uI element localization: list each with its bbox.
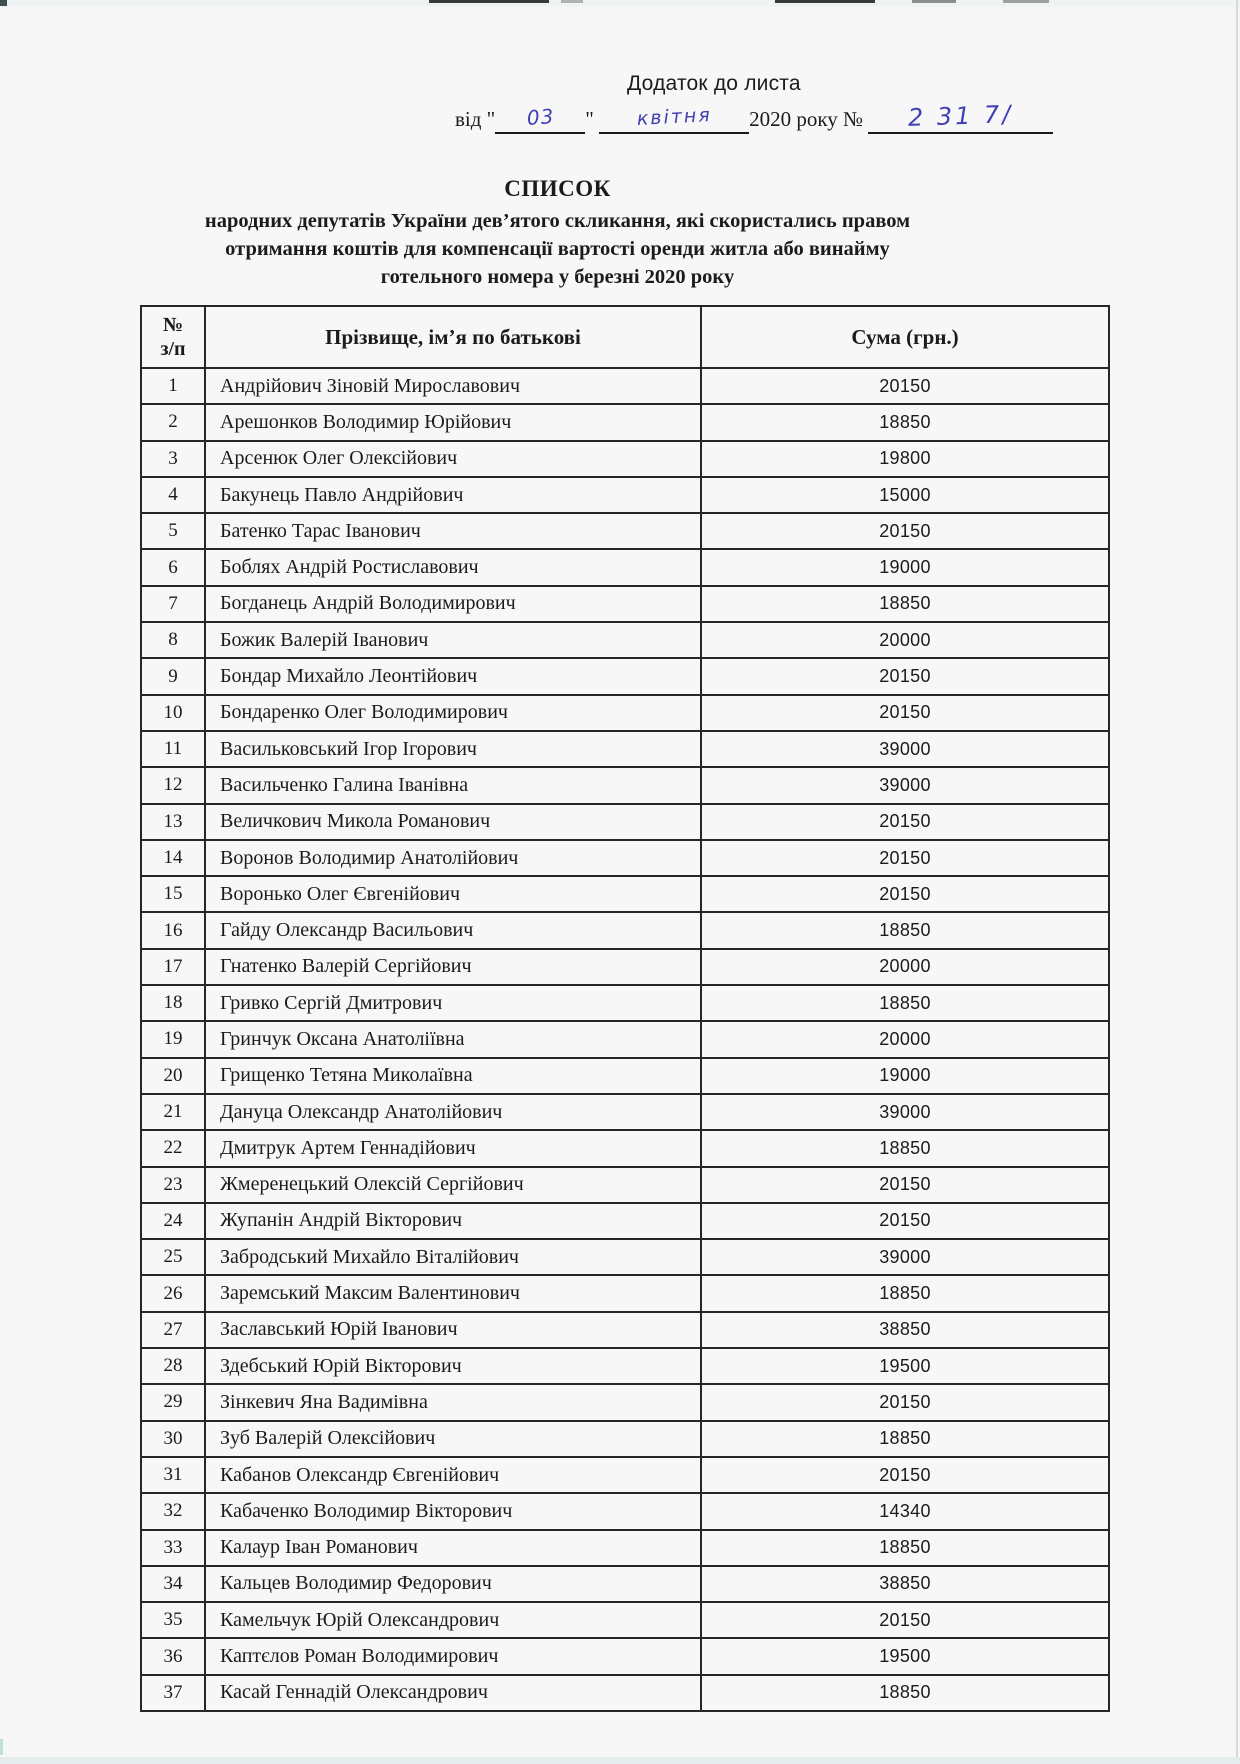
table-row: [141, 1203, 1109, 1239]
row-number: 5: [141, 513, 205, 549]
compensation-sum: 39000: [701, 1239, 1109, 1275]
deputy-name: Боблях Андрій Ростиславович: [205, 549, 701, 585]
compensation-sum: 19800: [701, 441, 1109, 477]
compensation-sum: 20000: [701, 1021, 1109, 1057]
table-row: [141, 1493, 1109, 1529]
row-number: 32: [141, 1493, 205, 1529]
scan-corner-speck: [0, 0, 7, 6]
table-row: [141, 695, 1109, 731]
deputy-name: Здебський Юрій Вікторович: [205, 1348, 701, 1384]
deputy-name: Гринчук Оксана Анатоліївна: [205, 1021, 701, 1057]
deputy-name: Воронько Олег Євгенійович: [205, 876, 701, 912]
compensation-sum: 39000: [701, 767, 1109, 803]
compensation-sum: 19500: [701, 1638, 1109, 1674]
deputy-name: Васильченко Галина Іванівна: [205, 767, 701, 803]
scan-bottom-strip: [0, 1757, 1240, 1764]
compensation-sum: 18850: [701, 586, 1109, 622]
row-number: 37: [141, 1675, 205, 1711]
row-number: 36: [141, 1638, 205, 1674]
header-num: [141, 306, 205, 368]
table-body: [141, 368, 1109, 1711]
deputy-name: Заславський Юрій Іванович: [205, 1312, 701, 1348]
title-line-2: отримання коштів для компенсації вартості оренди житла або винайму: [225, 238, 890, 260]
row-number: 15: [141, 876, 205, 912]
annex-header: [455, 72, 1055, 134]
compensation-sum: 39000: [701, 731, 1109, 767]
title-line-3: готельного номера у березні 2020 року: [380, 266, 735, 288]
table-row: [141, 1675, 1109, 1711]
table-row: [141, 549, 1109, 585]
table-row: [141, 441, 1109, 477]
deputy-name: Гнатенко Валерій Сергійович: [205, 949, 701, 985]
table-row: [141, 985, 1109, 1021]
row-number: 25: [141, 1239, 205, 1275]
compensation-sum: 18850: [701, 404, 1109, 440]
compensation-sum: 20150: [701, 1203, 1109, 1239]
table-row: [141, 1094, 1109, 1130]
compensation-table: [140, 305, 1110, 1712]
row-number: 10: [141, 695, 205, 731]
scan-edge-dash: [1003, 0, 1049, 3]
compensation-sum: 20150: [701, 513, 1109, 549]
annex-prefix: від ": [455, 107, 496, 131]
table-row: [141, 804, 1109, 840]
deputy-name: Каптєлов Роман Володимирович: [205, 1638, 701, 1674]
deputies-table: [140, 305, 1108, 1712]
deputy-name: Васильковський Ігор Ігорович: [205, 731, 701, 767]
compensation-sum: 20150: [701, 876, 1109, 912]
table-row: [141, 949, 1109, 985]
annex-date-line: [455, 100, 1055, 134]
table-row: [141, 404, 1109, 440]
deputy-name: Зуб Валерій Олексійович: [205, 1421, 701, 1457]
compensation-sum: 20150: [701, 658, 1109, 694]
deputy-name: Богданець Андрій Володимирович: [205, 586, 701, 622]
annex-month-blank: [599, 104, 749, 134]
table-row: [141, 513, 1109, 549]
table-row: [141, 1130, 1109, 1166]
table-row: [141, 876, 1109, 912]
row-number: 19: [141, 1021, 205, 1057]
row-number: 31: [141, 1457, 205, 1493]
scan-bottom-speck: [0, 1739, 3, 1755]
table-row: [141, 622, 1109, 658]
compensation-sum: 15000: [701, 477, 1109, 513]
row-number: 14: [141, 840, 205, 876]
scan-edge-dash: [775, 0, 875, 3]
table-row: [141, 658, 1109, 694]
scan-top-tinge: [0, 0, 1240, 7]
compensation-sum: 18850: [701, 1530, 1109, 1566]
deputy-name: Дмитрук Артем Геннадійович: [205, 1130, 701, 1166]
deputy-name: Арешонков Володимир Юрійович: [205, 404, 701, 440]
row-number: 35: [141, 1602, 205, 1638]
header-num-line1: №: [162, 314, 184, 336]
row-number: 2: [141, 404, 205, 440]
deputy-name: Бондаренко Олег Володимирович: [205, 695, 701, 731]
compensation-sum: 38850: [701, 1566, 1109, 1602]
row-number: 1: [141, 368, 205, 404]
deputy-name: Камельчук Юрій Олександрович: [205, 1602, 701, 1638]
deputy-name: Кабанов Олександр Євгенійович: [205, 1457, 701, 1493]
table-row: [141, 1312, 1109, 1348]
deputy-name: Дануца Олександр Анатолійович: [205, 1094, 701, 1130]
deputy-name: Андрійович Зіновій Мирославович: [205, 368, 701, 404]
compensation-sum: 20150: [701, 695, 1109, 731]
annex-close-quote: ": [585, 107, 594, 131]
compensation-sum: 20000: [701, 622, 1109, 658]
table-row: [141, 1421, 1109, 1457]
header-row: [141, 306, 1109, 368]
compensation-sum: 18850: [701, 1675, 1109, 1711]
handwritten-month: квітня: [635, 104, 712, 130]
annex-day-blank: [495, 104, 585, 134]
annex-title: Додаток до листа: [627, 72, 801, 95]
compensation-sum: 38850: [701, 1312, 1109, 1348]
deputy-name: Забродський Михайло Віталійович: [205, 1239, 701, 1275]
row-number: 13: [141, 804, 205, 840]
table-row: [141, 1239, 1109, 1275]
row-number: 30: [141, 1421, 205, 1457]
scan-edge-dash: [561, 0, 583, 3]
row-number: 8: [141, 622, 205, 658]
compensation-sum: 20150: [701, 1167, 1109, 1203]
deputy-name: Батенко Тарас Іванович: [205, 513, 701, 549]
compensation-sum: 18850: [701, 1130, 1109, 1166]
row-number: 33: [141, 1530, 205, 1566]
deputy-name: Гайду Олександр Васильович: [205, 912, 701, 948]
table-row: [141, 1384, 1109, 1420]
row-number: 27: [141, 1312, 205, 1348]
row-number: 34: [141, 1566, 205, 1602]
table-row: [141, 368, 1109, 404]
title-line-1: народних депутатів України дев’ятого скликання, які скористались правом: [204, 210, 911, 232]
compensation-sum: 20150: [701, 840, 1109, 876]
deputy-name: Касай Геннадій Олександрович: [205, 1675, 701, 1711]
row-number: 3: [141, 441, 205, 477]
document-title: [0, 176, 1115, 290]
handwritten-day: 03: [525, 104, 555, 130]
table-row: [141, 1602, 1109, 1638]
table-row: [141, 1530, 1109, 1566]
compensation-sum: 14340: [701, 1493, 1109, 1529]
compensation-sum: 19000: [701, 1058, 1109, 1094]
row-number: 4: [141, 477, 205, 513]
deputy-name: Кальцев Володимир Федорович: [205, 1566, 701, 1602]
deputy-name: Гривко Сергій Дмитрович: [205, 985, 701, 1021]
deputy-name: Заремський Максим Валентинович: [205, 1275, 701, 1311]
row-number: 18: [141, 985, 205, 1021]
row-number: 28: [141, 1348, 205, 1384]
row-number: 21: [141, 1094, 205, 1130]
row-number: 6: [141, 549, 205, 585]
table-row: [141, 1348, 1109, 1384]
table-row: [141, 477, 1109, 513]
compensation-sum: 20150: [701, 1602, 1109, 1638]
row-number: 11: [141, 731, 205, 767]
header-sum: Сума (грн.): [701, 306, 1109, 368]
table-row: [141, 1275, 1109, 1311]
compensation-sum: 20000: [701, 949, 1109, 985]
row-number: 17: [141, 949, 205, 985]
deputy-name: Зінкевич Яна Вадимівна: [205, 1384, 701, 1420]
compensation-sum: 20150: [701, 804, 1109, 840]
row-number: 20: [141, 1058, 205, 1094]
deputy-name: Божик Валерій Іванович: [205, 622, 701, 658]
table-header: [141, 306, 1109, 368]
table-row: [141, 731, 1109, 767]
compensation-sum: 20150: [701, 1457, 1109, 1493]
deputy-name: Кабаченко Володимир Вікторович: [205, 1493, 701, 1529]
table-row: [141, 1638, 1109, 1674]
table-row: [141, 1021, 1109, 1057]
table-row: [141, 1167, 1109, 1203]
scan-edge-dash: [912, 0, 956, 3]
deputy-name: Калаур Іван Романович: [205, 1530, 701, 1566]
title-heading: СПИСОК: [504, 176, 611, 201]
row-number: 9: [141, 658, 205, 694]
deputy-name: Воронов Володимир Анатолійович: [205, 840, 701, 876]
compensation-sum: 18850: [701, 985, 1109, 1021]
compensation-sum: 19500: [701, 1348, 1109, 1384]
row-number: 26: [141, 1275, 205, 1311]
compensation-sum: 18850: [701, 1421, 1109, 1457]
row-number: 23: [141, 1167, 205, 1203]
row-number: 24: [141, 1203, 205, 1239]
row-number: 16: [141, 912, 205, 948]
scan-right-edge: [1236, 0, 1238, 1764]
compensation-sum: 19000: [701, 549, 1109, 585]
deputy-name: Бакунець Павло Андрійович: [205, 477, 701, 513]
table-row: [141, 586, 1109, 622]
header-num-line2: з/п: [160, 338, 186, 360]
deputy-name: Бондар Михайло Леонтійович: [205, 658, 701, 694]
deputy-name: Грищенко Тетяна Миколаївна: [205, 1058, 701, 1094]
row-number: 12: [141, 767, 205, 803]
compensation-sum: 20150: [701, 368, 1109, 404]
handwritten-number: 2 31 7/: [907, 100, 1014, 132]
compensation-sum: 20150: [701, 1384, 1109, 1420]
scan-edge-dash: [429, 0, 549, 3]
table-row: [141, 1457, 1109, 1493]
row-number: 29: [141, 1384, 205, 1420]
table-row: [141, 912, 1109, 948]
compensation-sum: 18850: [701, 1275, 1109, 1311]
table-row: [141, 840, 1109, 876]
header-name: Прізвище, ім’я по батькові: [205, 306, 701, 368]
deputy-name: Величкович Микола Романович: [205, 804, 701, 840]
deputy-name: Арсенюк Олег Олексійович: [205, 441, 701, 477]
compensation-sum: 39000: [701, 1094, 1109, 1130]
annex-number-blank: [868, 100, 1053, 134]
row-number: 7: [141, 586, 205, 622]
deputy-name: Жупанін Андрій Вікторович: [205, 1203, 701, 1239]
annex-year-label: 2020 року №: [749, 107, 864, 131]
deputy-name: Жмеренецький Олексій Сергійович: [205, 1167, 701, 1203]
compensation-sum: 18850: [701, 912, 1109, 948]
row-number: 22: [141, 1130, 205, 1166]
table-row: [141, 1058, 1109, 1094]
table-row: [141, 767, 1109, 803]
table-row: [141, 1566, 1109, 1602]
